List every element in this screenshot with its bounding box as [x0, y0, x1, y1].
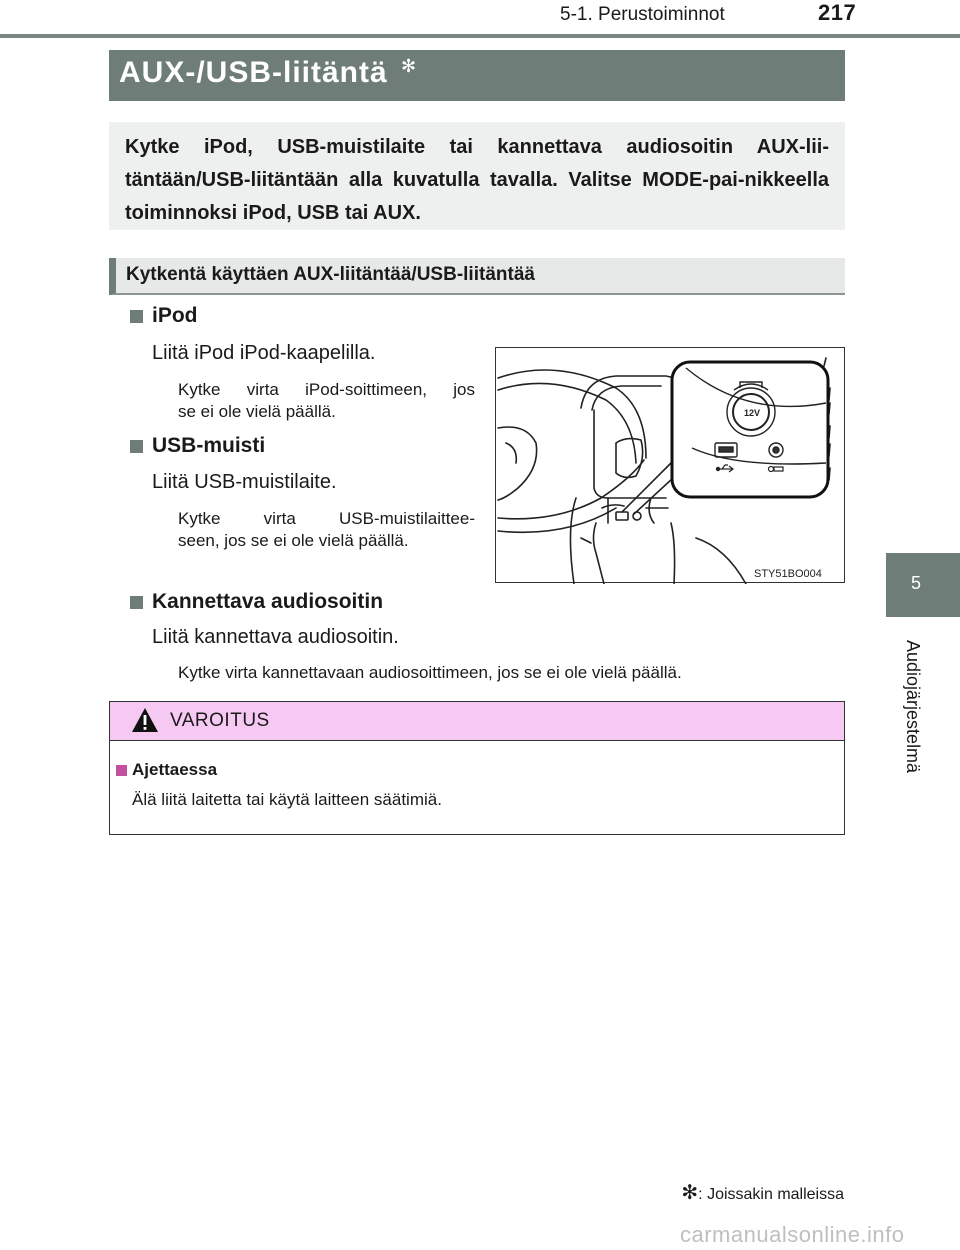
footnote-text: : Joissakin malleissa	[698, 1186, 844, 1203]
subsection-bar	[109, 258, 845, 295]
item-heading-ipod: iPod	[152, 304, 198, 327]
item-note-usb-line1: Kytke virta USB-muistilaittee-	[178, 509, 475, 528]
asterisk-marker: ✻	[401, 56, 417, 76]
warning-header	[110, 702, 844, 741]
item-note-portable: Kytke virta kannettavaan audiosoittimeen, jos se ei ole vielä päällä.	[178, 663, 682, 682]
footnote-marker: ✻	[681, 1182, 699, 1204]
item-body-portable: Liitä kannettava audiosoitin.	[152, 626, 399, 648]
item-note-usb-line2: seen, jos se ei ole vielä päällä.	[178, 531, 409, 550]
socket-label: 12V	[744, 408, 761, 418]
bullet-square-icon	[130, 440, 143, 453]
figure-code: STY51BO004	[754, 568, 822, 580]
warning-title: VAROITUS	[170, 710, 270, 731]
watermark: carmanualsonline.info	[680, 1222, 905, 1247]
warning-body: Älä liitä laitetta tai käytä laitteen säätimiä.	[132, 790, 442, 809]
section-title: AUX-/USB-liitäntä	[119, 56, 388, 89]
dashboard-drawing	[496, 348, 846, 584]
bullet-square-icon	[116, 765, 127, 776]
header-rule	[0, 34, 960, 38]
footnote	[681, 1180, 844, 1205]
item-heading-usb: USB-muisti	[152, 434, 266, 457]
subsection-title: Kytkentä käyttäen AUX-liitäntää/USB-liitäntää	[126, 264, 535, 285]
warning-subheading: Ajettaessa	[132, 760, 218, 779]
item-note-ipod-line2: se ei ole vielä päällä.	[178, 402, 336, 421]
page-number: 217	[818, 0, 857, 25]
warning-triangle-icon	[130, 706, 160, 734]
item-heading-portable: Kannettava audiosoitin	[152, 590, 384, 613]
dashboard-illustration	[495, 347, 845, 583]
item-note-ipod-line1: Kytke virta iPod-soittimeen, jos	[178, 380, 475, 399]
bullet-square-icon	[130, 596, 143, 609]
intro-box: Kytke iPod, USB-muistilaite tai kannettava audiosoitin AUX-lii-täntään/USB-liitäntään alla kuvatulla tavalla. Valitse MODE-pai-nikkeella toiminnoksi iPod, USB tai AUX.	[109, 122, 845, 230]
item-body-ipod: Liitä iPod iPod-kaapelilla.	[152, 342, 376, 364]
section-title-bar	[109, 50, 845, 101]
chapter-tab	[886, 553, 960, 617]
warning-box	[109, 701, 845, 835]
bullet-square-icon	[130, 310, 143, 323]
item-body-usb: Liitä USB-muistilaite.	[152, 471, 337, 493]
chapter-label: Audiojärjestelmä	[903, 640, 923, 774]
chapter-number: 5	[910, 573, 921, 593]
running-header-section: 5-1. Perustoiminnot	[560, 4, 725, 25]
